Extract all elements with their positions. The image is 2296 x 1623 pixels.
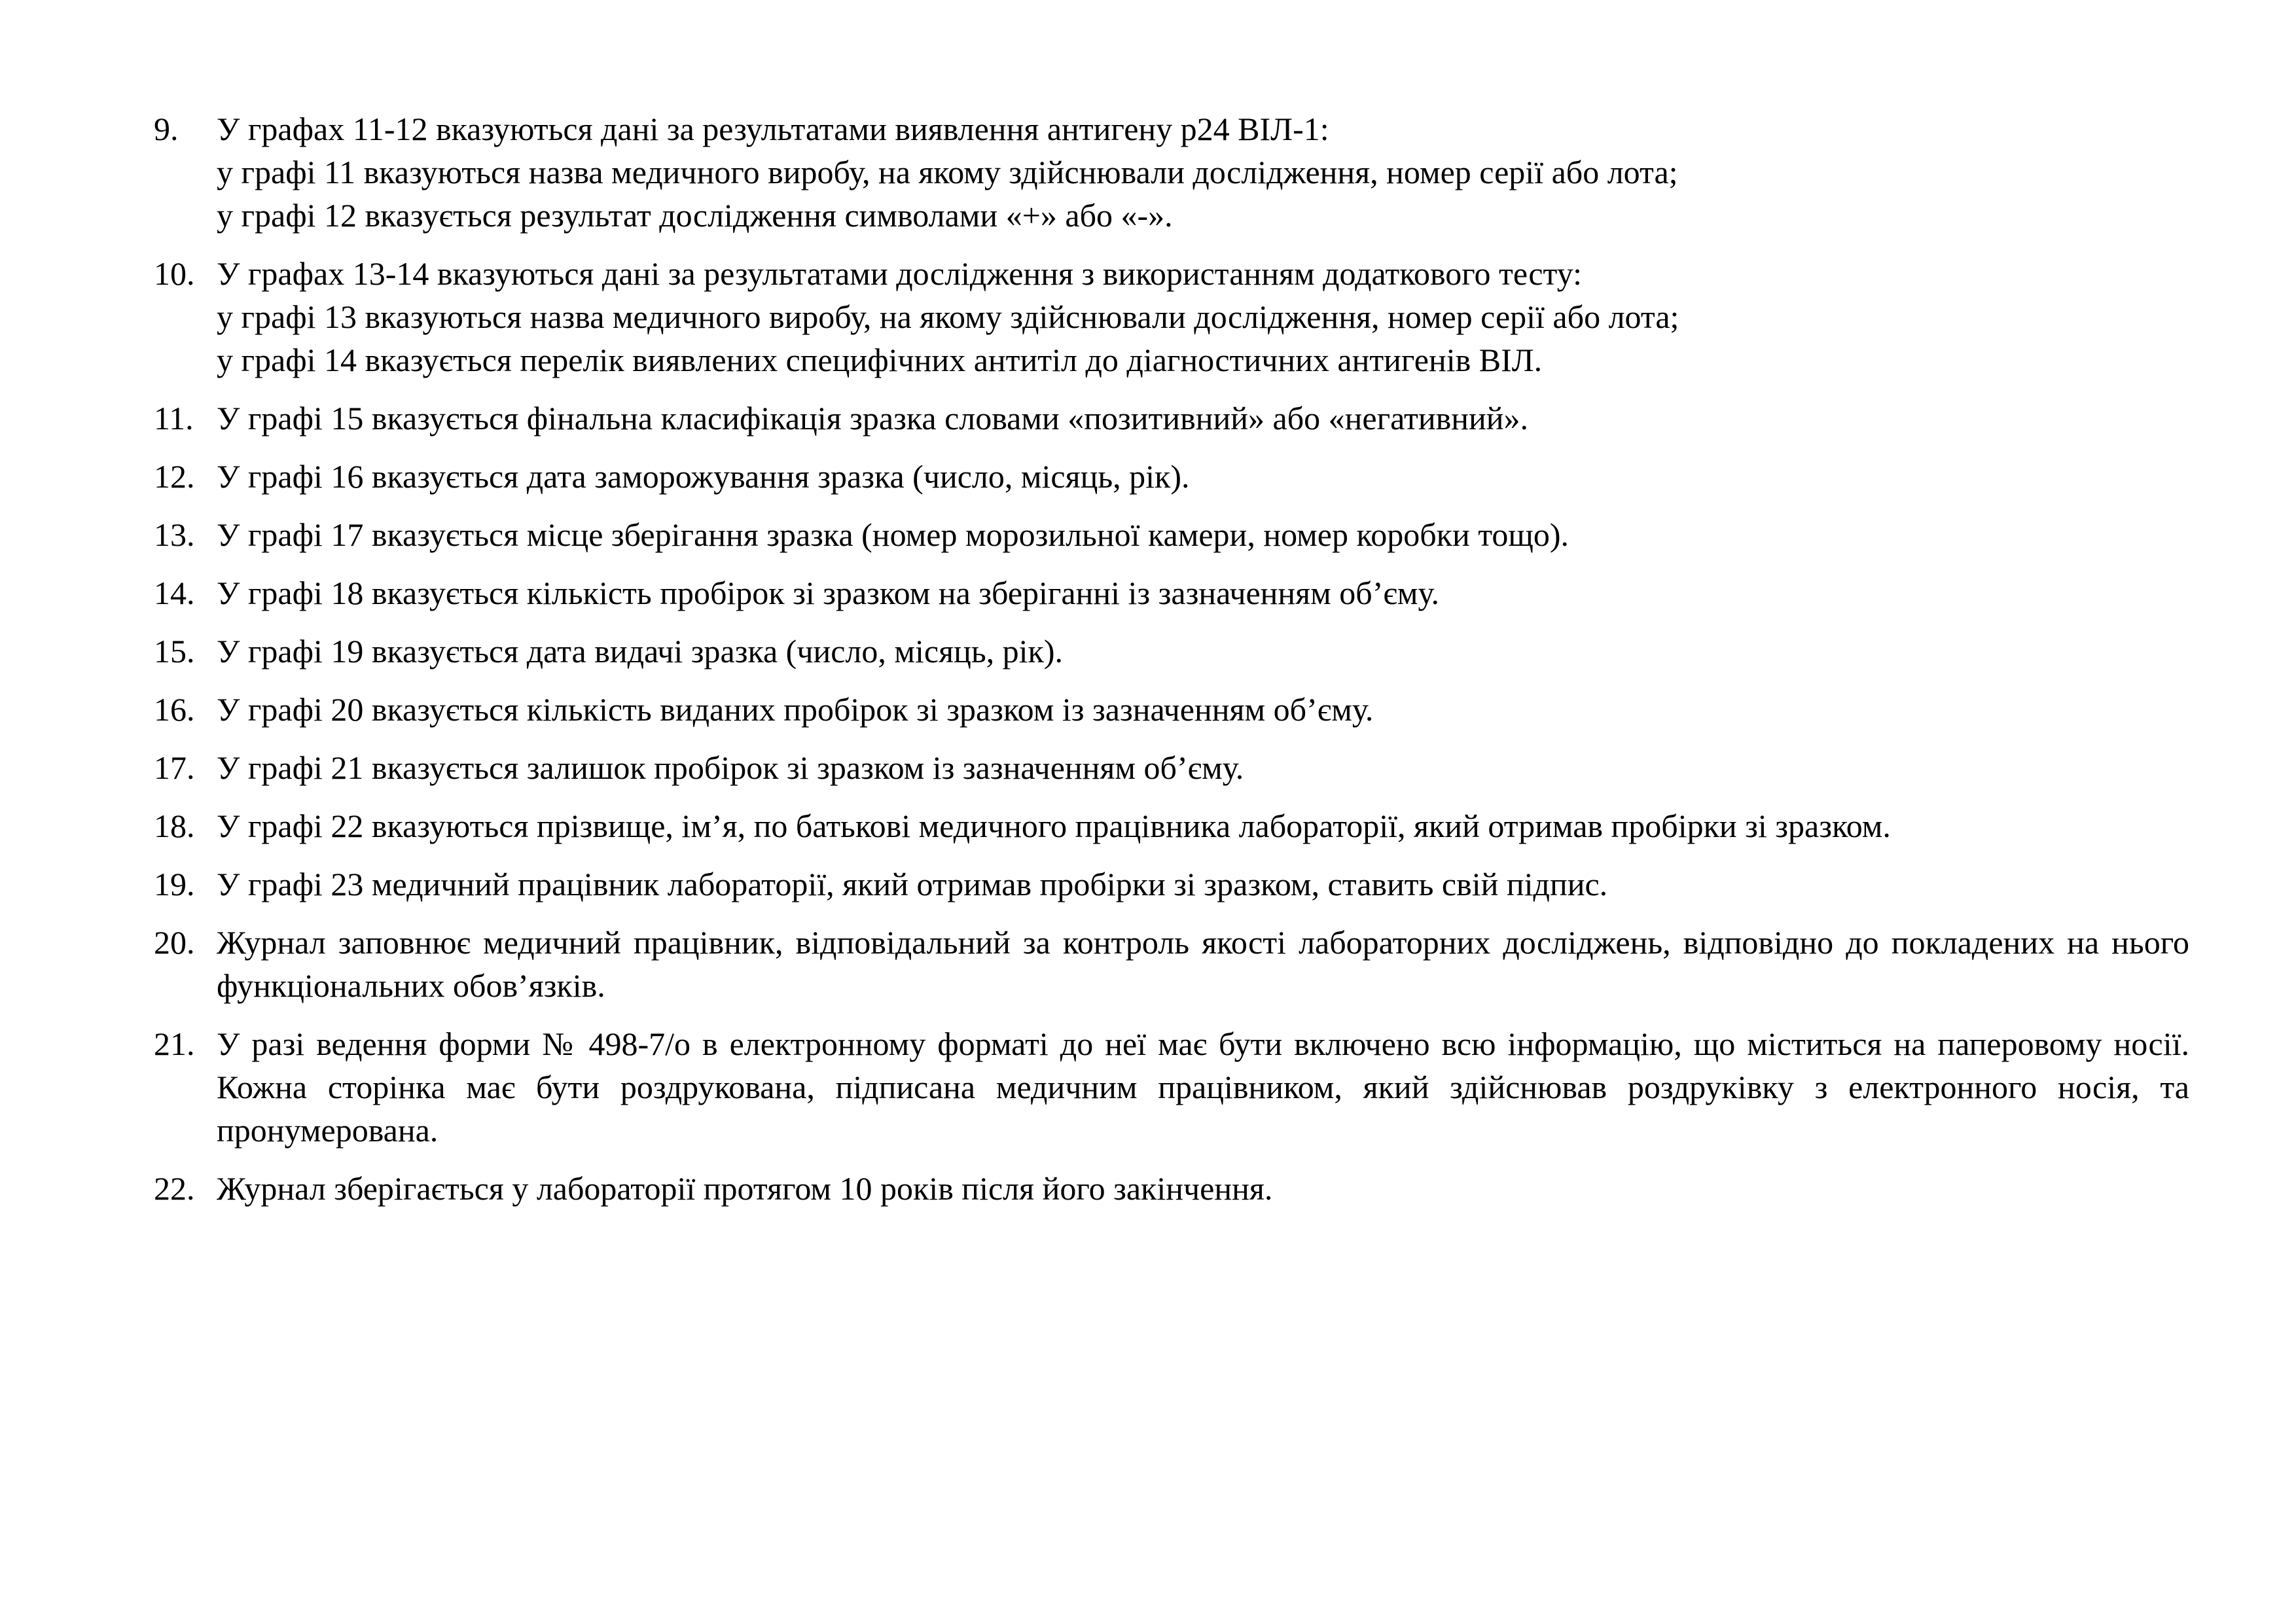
item-number: 20.	[154, 924, 195, 961]
list-item-14	[154, 571, 2189, 615]
list-item-16	[154, 688, 2189, 731]
item-line: у графі 12 вказується результат дослідження символами «+» або «-».	[217, 197, 1173, 234]
item-number: 9.	[154, 111, 179, 147]
item-line: у графі 11 вказуються назва медичного виробу, на якому здійснювали дослідження, номер серії або лота;	[217, 154, 1678, 190]
item-text: У графі 20 вказується кількість виданих пробірок зі зразком із зазначенням об’єму.	[217, 691, 1374, 728]
item-number: 13.	[154, 516, 195, 553]
item-number: 19.	[154, 866, 195, 902]
list-item-21	[154, 1022, 2189, 1152]
item-text	[217, 107, 2189, 237]
item-text: У графі 22 вказуються прізвище, ім’я, по батькові медичного працівника лабораторії, який отримав пробірки зі зразком.	[217, 808, 1891, 844]
item-line: У графах 11-12 вказуються дані за результатами виявлення антигену p24 ВІЛ-1:	[217, 111, 1329, 147]
item-text: У графі 18 вказується кількість пробірок зі зразком на зберіганні із зазначенням об’єму.	[217, 575, 1439, 611]
list-item-22	[154, 1167, 2189, 1210]
item-number: 17.	[154, 749, 195, 786]
item-number: 15.	[154, 633, 195, 669]
item-text: У графі 17 вказується місце зберігання зразка (номер морозильної камери, номер коробки тощо).	[217, 516, 1570, 553]
item-text: У графі 21 вказується залишок пробірок зі зразком із зазначенням об’єму.	[217, 749, 1244, 786]
item-text: У разі ведення форми № 498-7/о в електронному форматі до неї має бути включено всю інформацію, що міститься на паперовому носії. Кожна сторінка має бути роздрукована, підписана медичним працівником, який здійснював роздруківку з електронного носія, та пронумерована.	[217, 1026, 2189, 1149]
list-item-11	[154, 397, 2189, 440]
list-item-10	[154, 252, 2189, 382]
list-item-12	[154, 455, 2189, 498]
item-number: 21.	[154, 1026, 195, 1062]
list-item-15	[154, 630, 2189, 673]
item-line: у графі 14 вказується перелік виявлених специфічних антитіл до діагностичних антигенів ВІЛ.	[217, 342, 1543, 378]
list-item-13	[154, 513, 2189, 556]
list-item-18	[154, 804, 2189, 847]
item-line: у графі 13 вказуються назва медичного виробу, на якому здійснювали дослідження, номер серії або лота;	[217, 298, 1679, 335]
item-text: У графі 23 медичний працівник лабораторії, який отримав пробірки зі зразком, ставить свій підпис.	[217, 866, 1608, 902]
list-item-20	[154, 921, 2189, 1007]
item-number: 22.	[154, 1170, 195, 1207]
item-number: 14.	[154, 575, 195, 611]
item-number: 10.	[154, 255, 195, 292]
item-number: 18.	[154, 808, 195, 844]
item-line: У графах 13-14 вказуються дані за результатами дослідження з використанням додаткового тесту:	[217, 255, 1582, 292]
item-text	[217, 252, 2189, 382]
item-text: Журнал заповнює медичний працівник, відповідальний за контроль якості лабораторних досліджень, відповідно до покладених на нього функціональних обов’язків.	[217, 924, 2189, 1004]
instructions-list	[154, 107, 2189, 1225]
item-number: 16.	[154, 691, 195, 728]
item-number: 12.	[154, 458, 195, 495]
list-item-19	[154, 863, 2189, 906]
item-text: У графі 19 вказується дата видачі зразка (число, місяць, рік).	[217, 633, 1063, 669]
item-text: У графі 16 вказується дата заморожування зразка (число, місяць, рік).	[217, 458, 1190, 495]
item-number: 11.	[154, 400, 194, 437]
item-text: Журнал зберігається у лабораторії протягом 10 років після його закінчення.	[217, 1170, 1273, 1207]
list-item-9	[154, 107, 2189, 237]
item-text: У графі 15 вказується фінальна класифікація зразка словами «позитивний» або «негативний».	[217, 400, 1529, 437]
list-item-17	[154, 746, 2189, 789]
